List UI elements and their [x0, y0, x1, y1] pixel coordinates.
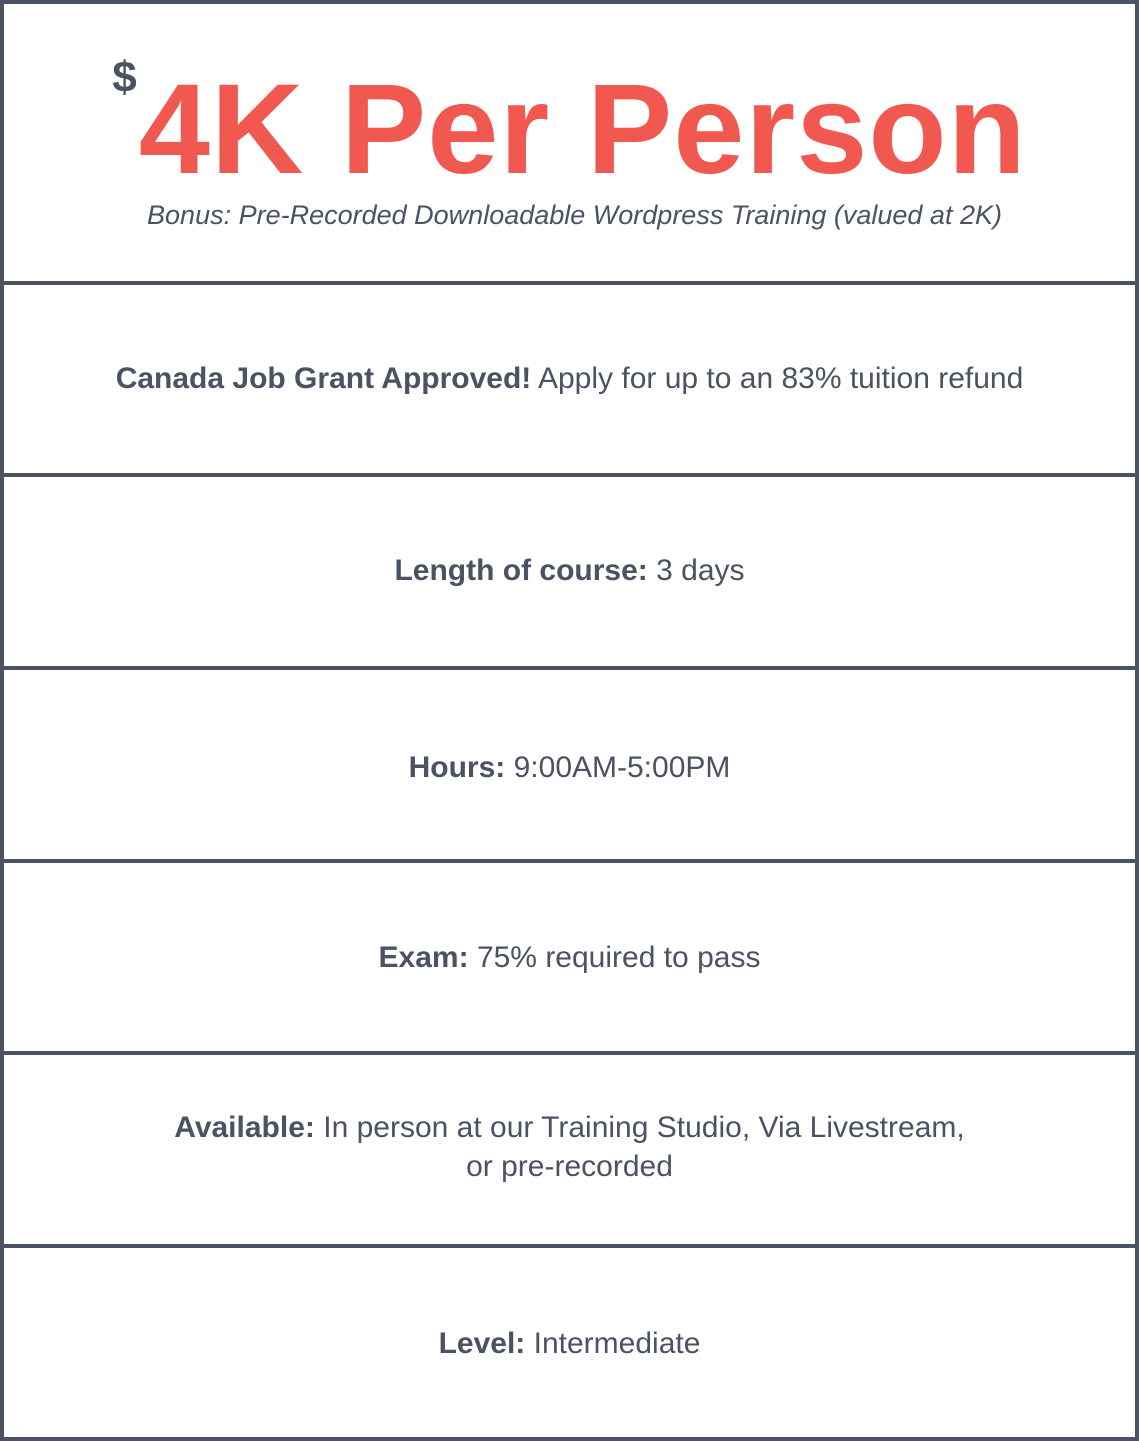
detail-value: 9:00AM-5:00PM [513, 750, 731, 784]
bonus-note: Bonus: Pre-Recorded Downloadable Wordpress Training (valued at 2K) [147, 200, 1002, 230]
detail-value: Intermediate [533, 1327, 701, 1360]
price-amount: 4K Per Person [138, 58, 1027, 201]
detail-value: In person at our Training Studio, Via Livestream, [323, 1111, 965, 1144]
detail-label: Level: [438, 1327, 526, 1360]
detail-value: Apply for up to an 83% tuition refund [537, 361, 1024, 395]
detail-label: Canada Job Grant Approved! [115, 361, 532, 395]
detail-row-availability [4, 1055, 1135, 1243]
price-section [4, 4, 1135, 283]
price-heading [112, 53, 1027, 201]
detail-value: 3 days [656, 553, 745, 587]
detail-row-grant [4, 285, 1135, 473]
detail-label: Hours: [408, 750, 506, 784]
detail-value-continued: or pre-recorded [466, 1150, 673, 1183]
detail-label: Available: [174, 1111, 315, 1144]
detail-row-level [4, 1248, 1135, 1437]
detail-value: 75% required to pass [476, 940, 761, 974]
detail-row-length [4, 477, 1135, 665]
currency-symbol: $ [112, 53, 137, 102]
detail-label: Length of course: [394, 553, 648, 587]
detail-row-exam [4, 863, 1135, 1051]
detail-label: Exam: [378, 940, 469, 974]
detail-row-hours [4, 670, 1135, 858]
